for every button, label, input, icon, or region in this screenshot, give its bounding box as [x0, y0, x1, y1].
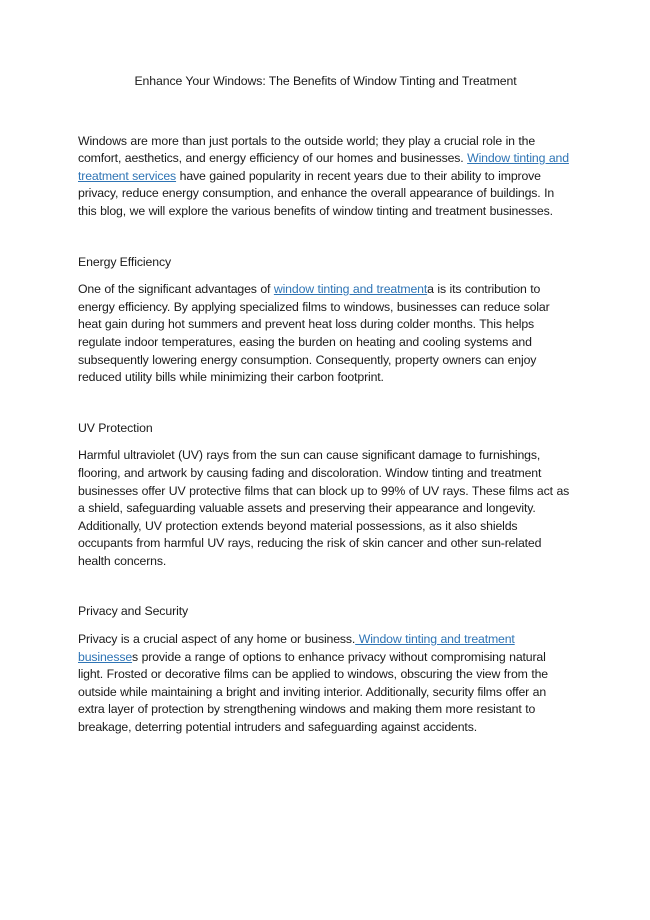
- document-title: Enhance Your Windows: The Benefits of Window Tinting and Treatment: [134, 74, 517, 88]
- paragraph: [78, 631, 573, 737]
- hyperlink[interactable]: Window tinting and treatment services: [78, 151, 569, 183]
- text-run: s provide a range of options to enhance privacy without compromising natural light. Frosted or decorative films can be applied to windows, obscuring the view from the outside while maintaining a bright and inviting interior. Additionally, security films offer an extra layer of protection by strengthening windows and making them more resistant to breakage, deterring potential intruders and safeguarding against accidents.: [78, 649, 548, 735]
- text-run: Harmful ultraviolet (UV) rays from the sun can cause significant damage to furnishings, flooring, and artwork by causing fading and discoloration. Window tinting and treatment businesses offer UV protective films that can block up to 99% of UV rays. These films act as a shield, safeguarding valuable assets and preserving their appearance and longevity. Additionally, UV protection extends beyond material possessions, as it also shields occupants from harmful UV rays, reducing the risk of skin cancer and other sun-related health concerns.: [78, 448, 570, 568]
- text-run: Privacy is a crucial aspect of any home or business.: [78, 632, 356, 647]
- text-run: One of the significant advantages of: [78, 282, 274, 297]
- document-body: [78, 133, 573, 737]
- hyperlink[interactable]: window tinting and treatment: [273, 282, 428, 297]
- text-run: a is its contribution to energy efficiency. By applying specialized films to windows, businesses can reduce solar heat gain during hot summers and prevent heat loss during colder months. This helps regulate indoor temperatures, easing the burden on heating and cooling systems and subsequently lowering energy consumption. Consequently, property owners can enjoy reduced utility bills while minimizing their carbon footprint.: [78, 282, 550, 385]
- paragraph: [78, 133, 573, 221]
- hyperlink[interactable]: Window tinting and treatment businesse: [78, 632, 515, 664]
- text-run: have gained popularity in recent years due to their ability to improve privacy, reduce energy consumption, and enhance the overall appearance of buildings. In this blog, we will explore the various benefits of window tinting and treatment businesses.: [78, 168, 555, 218]
- section-heading: UV Protection: [78, 420, 153, 435]
- text-run: Windows are more than just portals to the outside world; they play a crucial role in the comfort, aesthetics, and energy efficiency of our homes and businesses.: [78, 133, 536, 166]
- section-heading: Privacy and Security: [78, 604, 189, 619]
- paragraph: [78, 281, 573, 387]
- paragraph: [78, 447, 573, 570]
- section-heading: Energy Efficiency: [78, 254, 172, 269]
